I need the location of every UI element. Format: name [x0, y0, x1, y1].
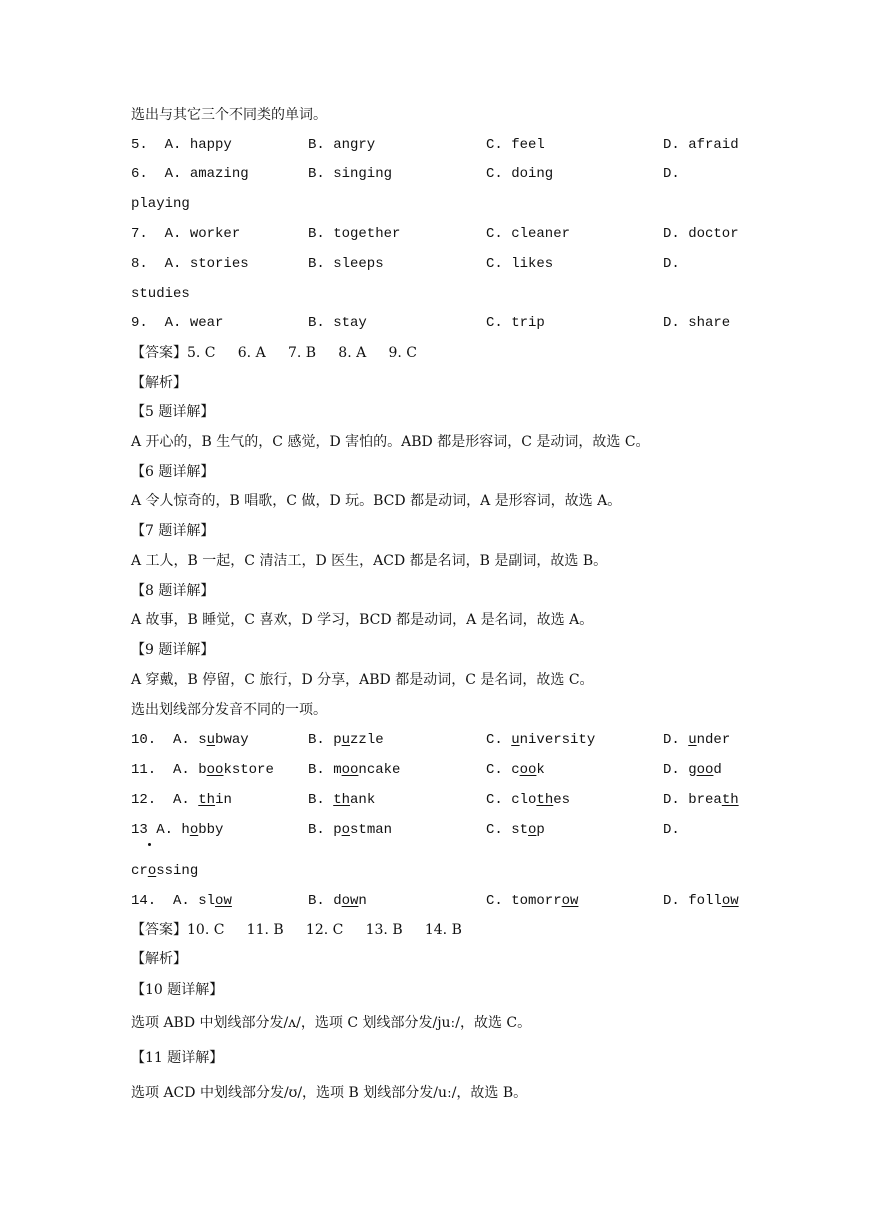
option-c: C. university — [486, 732, 596, 748]
option-d: D. — [663, 256, 680, 272]
option-a: A. wear — [164, 315, 224, 331]
detail-6-text: A 令人惊奇的，B 唱歌，C 做，D 玩。BCD 都是动词，A 是形容词，故选 A。 — [131, 493, 622, 509]
option-a: A. thin — [173, 792, 232, 808]
option-d-wrapped: playing — [131, 196, 190, 212]
question-13 — [131, 821, 223, 839]
question-9 — [131, 314, 223, 332]
option-b: B. stay — [308, 315, 367, 331]
option-d-wrapped: crossing — [131, 863, 199, 879]
option-d: D. good — [663, 762, 722, 778]
option-a: A. hobby — [156, 822, 224, 838]
detail-10-title: 【10 题详解】 — [131, 982, 224, 998]
question-11 — [131, 761, 274, 779]
option-c: C. cleaner — [486, 226, 571, 242]
question-number: 9. — [131, 315, 148, 331]
question-6 — [131, 165, 249, 183]
option-b: B. mooncake — [308, 762, 401, 778]
answer-line-2: 【答案】10. C 11. B 12. C 13. B 14. B — [131, 922, 462, 938]
answer-line-1: 【答案】5. C 6. A 7. B 8. A 9. C — [131, 345, 417, 361]
option-b: B. down — [308, 893, 367, 909]
option-c: C. likes — [486, 256, 554, 272]
detail-5-title: 【5 题详解】 — [131, 404, 215, 420]
question-number: 10. — [131, 732, 157, 748]
analysis-heading-2: 【解析】 — [131, 951, 187, 967]
detail-11-text: 选项 ACD 中划线部分发/ʊ/，选项 B 划线部分发/uː/，故选 B。 — [131, 1085, 528, 1101]
detail-8-text: A 故事，B 睡觉，C 喜欢，D 学习，BCD 都是动词，A 是名词，故选 A。 — [131, 612, 594, 628]
option-b: B. postman — [308, 822, 393, 838]
detail-5-text: A 开心的，B 生气的，C 感觉，D 害怕的。ABD 都是形容词，C 是动词，故选 C。 — [131, 434, 650, 450]
section-instruction-1: 选出与其它三个不同类的单词。 — [131, 107, 327, 123]
option-b: B. angry — [308, 137, 376, 153]
detail-11-title: 【11 题详解】 — [131, 1050, 224, 1066]
question-14 — [131, 892, 232, 910]
question-12 — [131, 791, 232, 809]
section-instruction-2: 选出划线部分发音不同的一项。 — [131, 702, 327, 718]
option-c: C. tomorrow — [486, 893, 579, 909]
analysis-heading-1: 【解析】 — [131, 375, 187, 391]
option-c: C. doing — [486, 166, 554, 182]
detail-7-title: 【7 题详解】 — [131, 523, 215, 539]
stray-dot-mark — [148, 843, 151, 846]
question-8 — [131, 255, 249, 273]
option-a: A. slow — [173, 893, 232, 909]
option-b: B. singing — [308, 166, 393, 182]
option-a: A. worker — [164, 226, 241, 242]
option-a: A. bookstore — [173, 762, 274, 778]
option-a: A. happy — [164, 137, 232, 153]
option-d-wrapped: studies — [131, 286, 190, 302]
question-number: 8. — [131, 256, 148, 272]
option-d: D. doctor — [663, 226, 739, 242]
detail-9-text: A 穿戴，B 停留，C 旅行，D 分享，ABD 都是动词，C 是名词，故选 C。 — [131, 672, 594, 688]
option-d: D. share — [663, 315, 731, 331]
question-number: 13 — [131, 822, 148, 838]
option-b: B. sleeps — [308, 256, 384, 272]
question-7 — [131, 225, 240, 243]
question-number: 14. — [131, 893, 157, 909]
question-number: 6. — [131, 166, 148, 182]
option-a: A. subway — [173, 732, 249, 748]
option-c: C. feel — [486, 137, 545, 153]
option-d: D. breath — [663, 792, 739, 808]
option-b: B. together — [308, 226, 401, 242]
option-d: D. — [663, 166, 680, 182]
option-b: B. puzzle — [308, 732, 384, 748]
detail-9-title: 【9 题详解】 — [131, 642, 215, 658]
detail-10-text: 选项 ABD 中划线部分发/ʌ/，选项 C 划线部分发/juː/，故选 C。 — [131, 1015, 532, 1031]
option-c: C. clothes — [486, 792, 571, 808]
question-5 — [131, 136, 232, 154]
option-d: D. follow — [663, 893, 739, 909]
option-c: C. cook — [486, 762, 545, 778]
detail-6-title: 【6 题详解】 — [131, 464, 215, 480]
option-b: B. thank — [308, 792, 376, 808]
detail-7-text: A 工人，B 一起，C 清洁工，D 医生，ACD 都是名词，B 是副词，故选 B。 — [131, 553, 608, 569]
detail-8-title: 【8 题详解】 — [131, 583, 215, 599]
question-number: 7. — [131, 226, 148, 242]
question-10 — [131, 731, 249, 749]
option-a: A. stories — [164, 256, 249, 272]
option-c: C. trip — [486, 315, 545, 331]
option-a: A. amazing — [164, 166, 249, 182]
option-c: C. stop — [486, 822, 545, 838]
option-d: D. afraid — [663, 137, 739, 153]
question-number: 11. — [131, 762, 157, 778]
option-d: D. under — [663, 732, 731, 748]
question-number: 5. — [131, 137, 148, 153]
option-d: D. — [663, 822, 680, 838]
question-number: 12. — [131, 792, 157, 808]
